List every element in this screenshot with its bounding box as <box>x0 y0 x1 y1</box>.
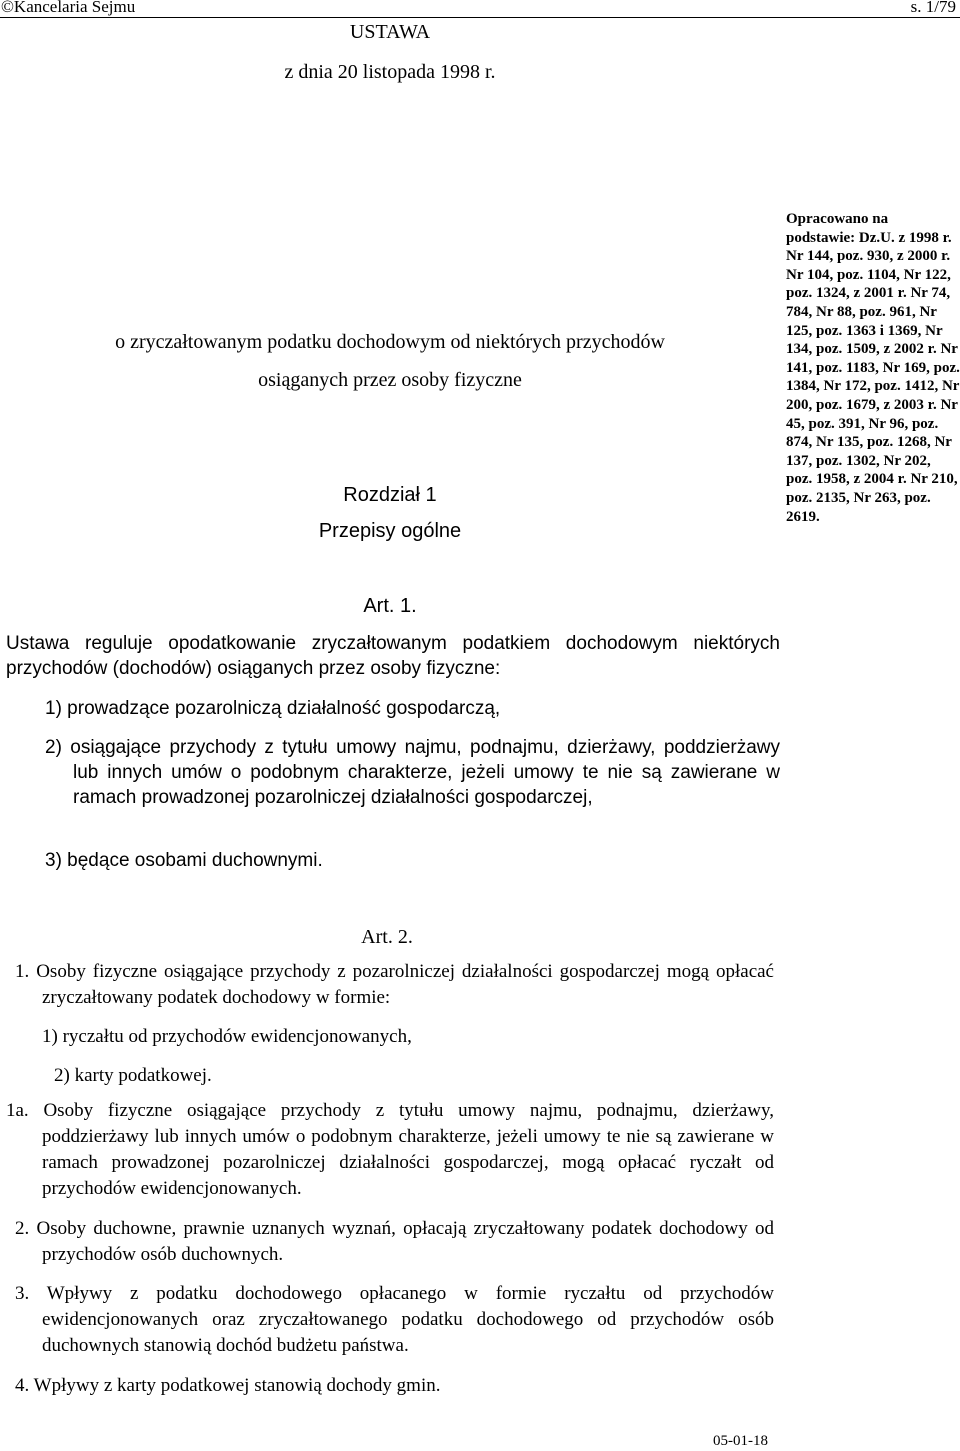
art1-intro: Ustawa reguluje opodatkowanie zryczałtowanym podatkiem dochodowym niektórych przychodów (dochodów) osiąganych przez osoby fizyczne: <box>6 633 780 679</box>
art1-item-3: 3) będące osobami duchownymi. <box>45 850 323 871</box>
art2-p1a: 1a. Osoby fizyczne osiągające przychody z tytułu umowy najmu, podnajmu, dzierżawy, poddzierżawy lub innych umów o podobnym charakterze, jeżeli umowy te nie są zawierane w ramach prowadzonej pozarolniczej działalności gospodarczej, mogą opłacać ryczałt od przychodów ewidencjonowanych. <box>6 1100 774 1199</box>
art2-p1-item-2: 2) karty podatkowej. <box>54 1065 212 1086</box>
art1-item-2: 2) osiągające przychody z tytułu umowy najmu, podnajmu, dzierżawy, poddzierżawy lub innych umów o podobnym charakterze, jeżeli umowy te nie są zawierane w ramach prowadzonej pozarolniczej działalności gospodarczej, <box>45 737 780 808</box>
art2-p4: 4. Wpływy z karty podatkowej stanowią dochody gmin. <box>15 1375 441 1396</box>
act-type: USTAWA <box>349 21 431 43</box>
art2-p3: 3. Wpływy z podatku dochodowego opłacanego w formie ryczałtu od przychodów ewidencjonowanych oraz zryczałtowanego podatku dochodowego od przychodów osób duchownych stanowią dochód budżetu państwa. <box>15 1283 774 1356</box>
source-note: Opracowano na podstawie: Dz.U. z 1998 r. Nr 144, poz. 930, z 2000 r. Nr 104, poz. 1104, Nr 122, poz. 1324, z 2001 r. Nr 74, 784, Nr 88, poz. 961, Nr 125, poz. 1363 i 1369, Nr 134, poz. 1509, z 2002 r. Nr 141, poz. 1183, Nr 169, poz. 1384, Nr 172, poz. 1412, Nr 200, poz. 1679, z 2003 r. Nr 45, poz. 391, Nr 96, poz. 874, Nr 135, poz. 1268, Nr 137, poz. 1302, Nr 202, poz. 1958, z 2004 r. Nr 210, poz. 2135, Nr 263, poz. 2619. <box>786 211 960 525</box>
act-date: z dnia 20 listopada 1998 r. <box>284 61 496 83</box>
art2-p1-item-1: 1) ryczałtu od przychodów ewidencjonowanych, <box>42 1026 412 1047</box>
page-number: s. 1/79 <box>910 0 956 16</box>
footer-date-code: 05-01-18 <box>713 1433 768 1449</box>
chapter-title: Przepisy ogólne <box>318 520 462 542</box>
publisher-label: ©Kancelaria Sejmu <box>1 0 136 16</box>
art2-heading: Art. 2. <box>361 926 413 948</box>
chapter-number: Rozdział 1 <box>343 484 437 506</box>
act-subject-line2: osiąganych przez osoby fizyczne <box>258 369 522 391</box>
act-subject-line1: o zryczałtowanym podatku dochodowym od niektórych przychodów <box>115 331 665 353</box>
art1-heading: Art. 1. <box>363 595 417 617</box>
header-rule <box>0 17 960 18</box>
page-header <box>0 0 960 18</box>
art2-p1: 1. Osoby fizyczne osiągające przychody z pozarolniczej działalności gospodarczej mogą opłacać zryczałtowany podatek dochodowy w formie: <box>15 961 774 1008</box>
art1-item-1: 1) prowadzące pozarolniczą działalność gospodarczą, <box>45 698 501 719</box>
art2-p2: 2. Osoby duchowne, prawnie uznanych wyznań, opłacają zryczałtowany podatek dochodowy od przychodów osób duchownych. <box>15 1218 774 1265</box>
